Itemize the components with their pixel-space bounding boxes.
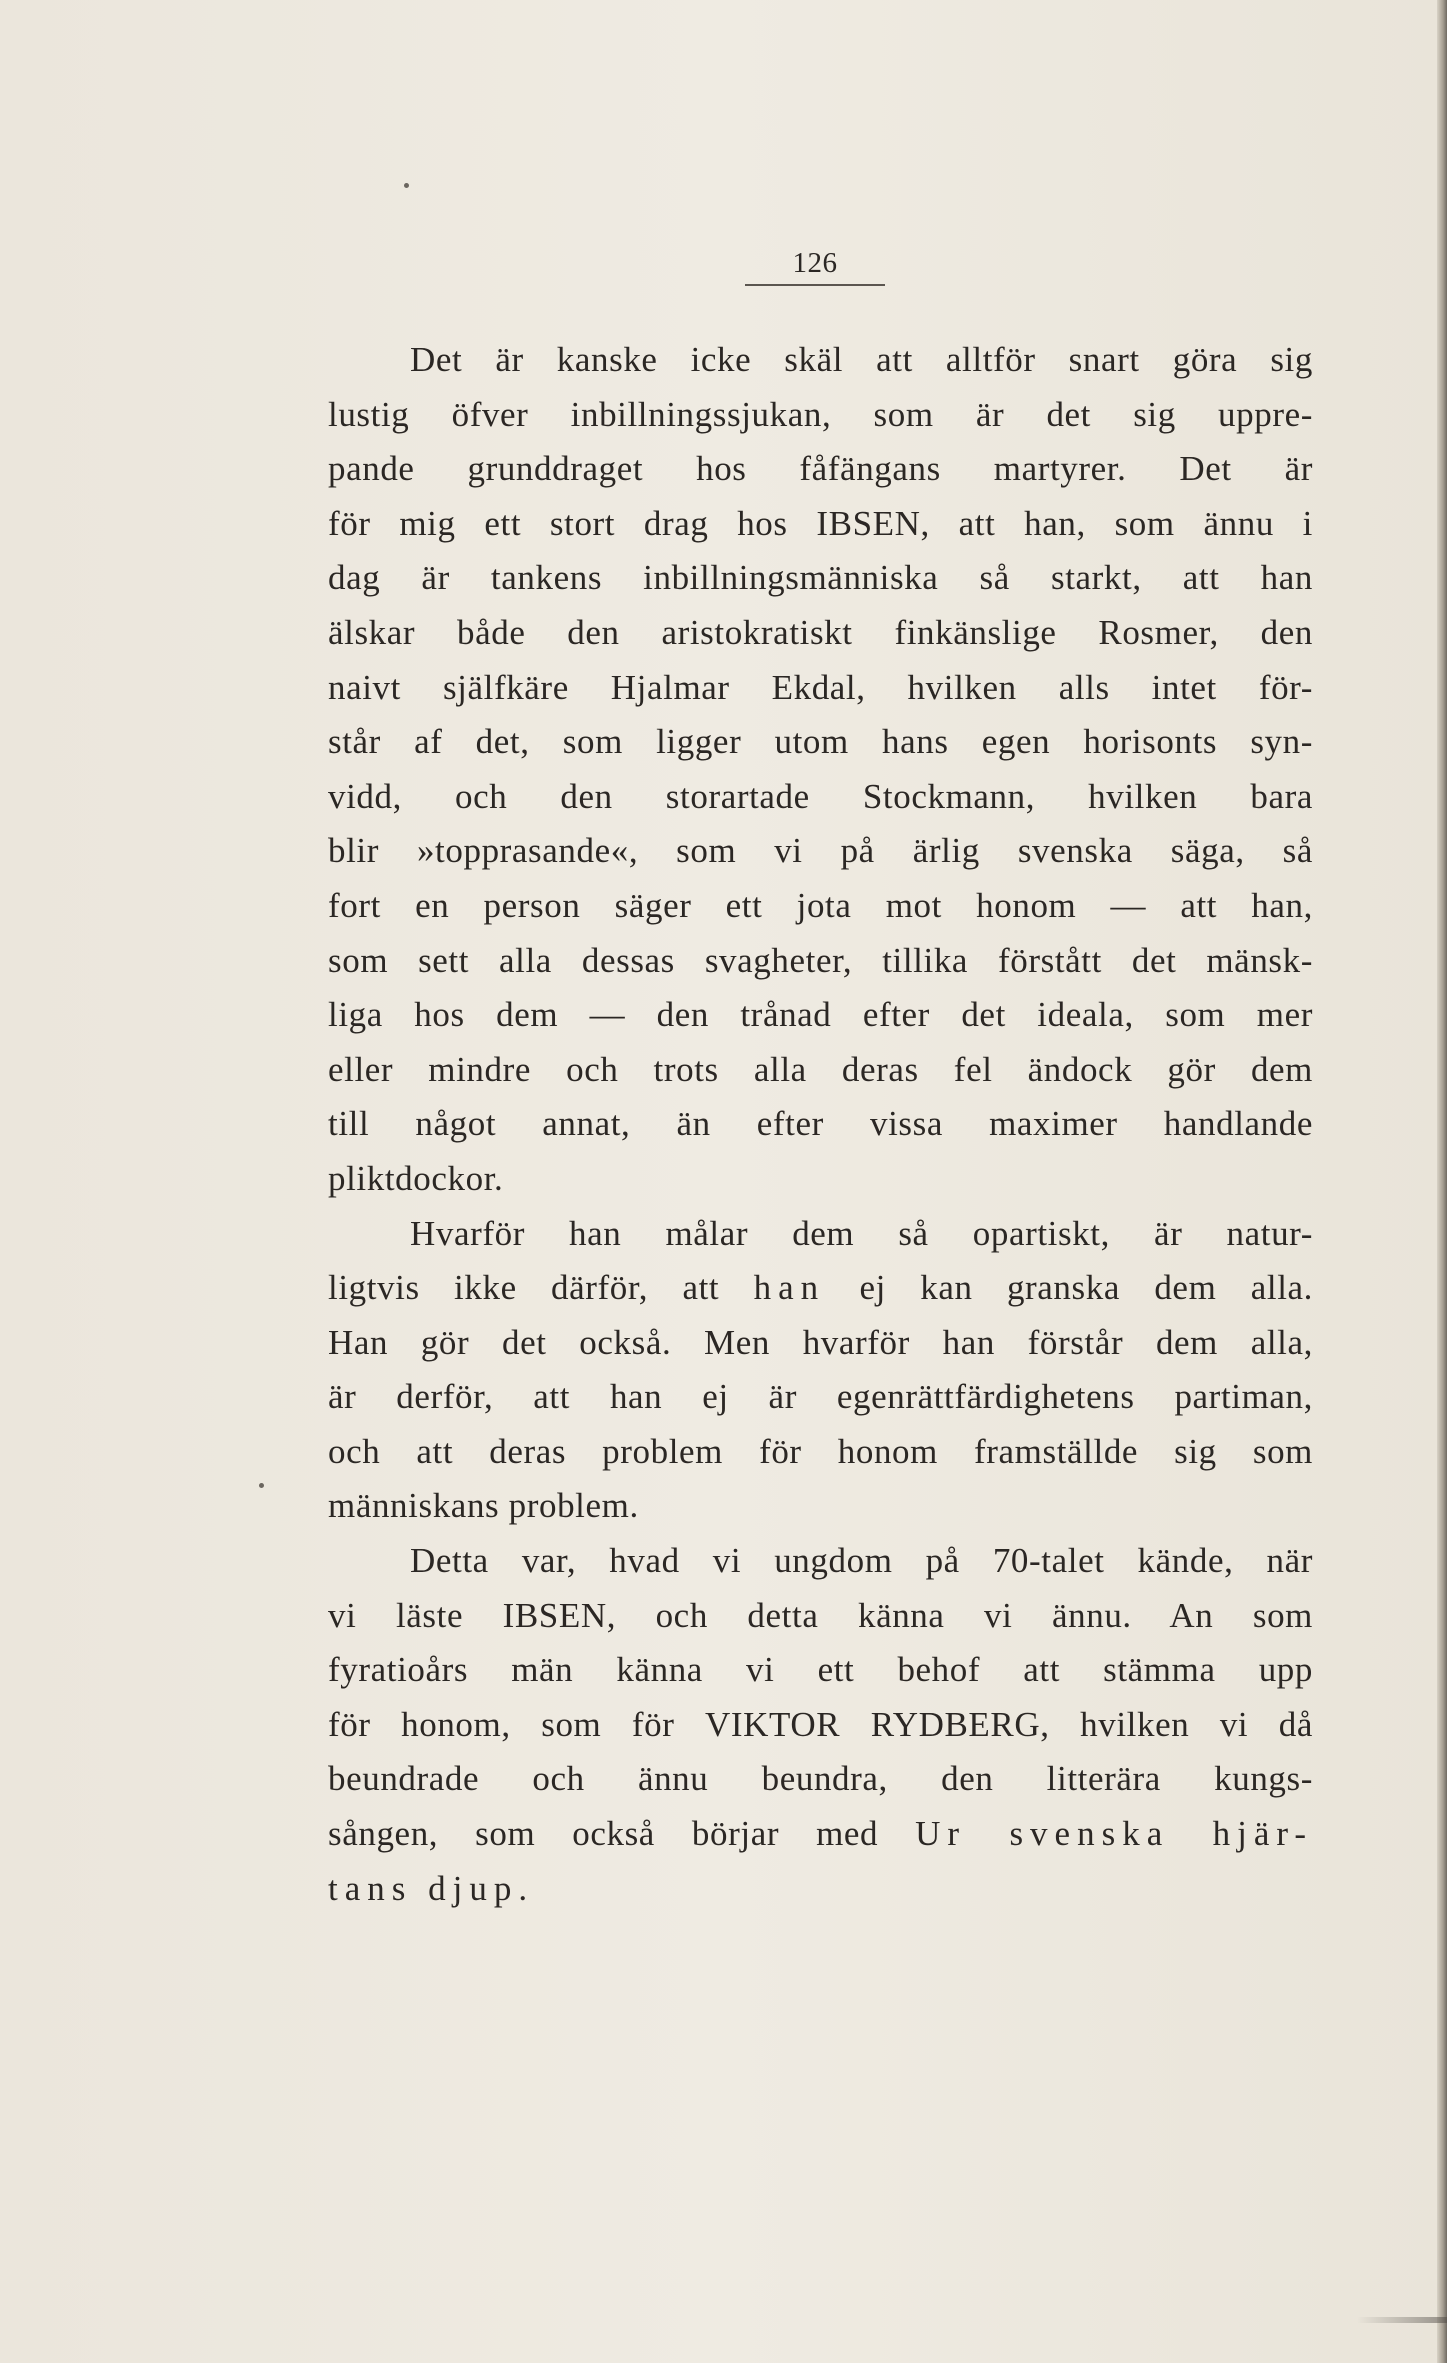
text-line: och att deras problem för honom framställde sig som <box>328 1431 1313 1471</box>
text-line: är derför, att han ej är egenrättfärdighetens partiman, <box>328 1377 1313 1417</box>
text-line: fort en person säger ett jota mot honom — att han, <box>328 885 1313 925</box>
text-line: eller mindre och trots alla deras fel ändock gör dem <box>328 1049 1313 1089</box>
text-line: liga hos dem — den trånad efter det ideala, som mer <box>328 995 1313 1035</box>
page-number-rule <box>745 284 885 286</box>
text-line: dag är tankens inbillningsmänniska så starkt, att han <box>328 558 1313 598</box>
text-line: pliktdockor. <box>328 1158 504 1198</box>
text-line: älskar både den aristokratiskt finkänslige Rosmer, den <box>328 612 1313 652</box>
text-line: för honom, som för VIKTOR RYDBERG, hvilken vi då <box>328 1704 1314 1744</box>
text-line: naivt själfkäre Hjalmar Ekdal, hvilken alls intet för- <box>328 667 1313 707</box>
text-line: Han gör det också. Men hvarför han förstår dem alla, <box>328 1322 1313 1362</box>
paper-speck <box>404 183 409 188</box>
spaced-emphasis: han <box>753 1268 826 1308</box>
spaced-emphasis: Ur svenska hjär- <box>915 1814 1313 1854</box>
text-line: pande grunddraget hos fåfängans martyrer. Det är <box>328 449 1313 489</box>
text-line: sången, som också börjar med Ur svenska hjär- <box>328 1814 1313 1854</box>
text-line: tans djup. <box>328 1868 528 1908</box>
text-line: som sett alla dessas svagheter, tillika förstått det mänsk- <box>328 940 1313 980</box>
paper-speck <box>259 1483 264 1488</box>
text-line: blir »topprasande«, som vi på ärlig svenska säga, så <box>328 831 1313 871</box>
text-line: ligtvis ikke därför, att han ej kan granska dem alla. <box>328 1268 1313 1308</box>
page-corner-shadow <box>1357 2317 1447 2323</box>
text-line: lustig öfver inbillningssjukan, som är det sig uppre- <box>328 394 1313 434</box>
body-text <box>328 333 1313 1916</box>
text-line: människans problem. <box>328 1486 639 1526</box>
page-edge-shadow <box>1437 0 1447 2363</box>
text-line: fyratioårs män känna vi ett behof att stämma upp <box>328 1650 1313 1690</box>
page-number: 126 <box>792 247 838 279</box>
text-line: för mig ett stort drag hos IBSEN, att han, som ännu i <box>328 503 1313 543</box>
text-line: vidd, och den storartade Stockmann, hvilken bara <box>328 776 1313 816</box>
text-line: till något annat, än efter vissa maximer handlande <box>328 1104 1313 1144</box>
text-line: Detta var, hvad vi ungdom på 70-talet kände, när <box>410 1541 1313 1581</box>
text-line: Hvarför han målar dem så opartiskt, är natur- <box>410 1213 1313 1253</box>
text-line: vi läste IBSEN, och detta känna vi ännu. An som <box>328 1595 1313 1635</box>
spaced-emphasis: tans djup <box>328 1868 519 1908</box>
text-line: beundrade och ännu beundra, den litterära kungs- <box>328 1759 1313 1799</box>
text-line: Det är kanske icke skäl att alltför snart göra sig <box>410 340 1313 379</box>
text-line: står af det, som ligger utom hans egen horisonts syn- <box>328 722 1313 762</box>
